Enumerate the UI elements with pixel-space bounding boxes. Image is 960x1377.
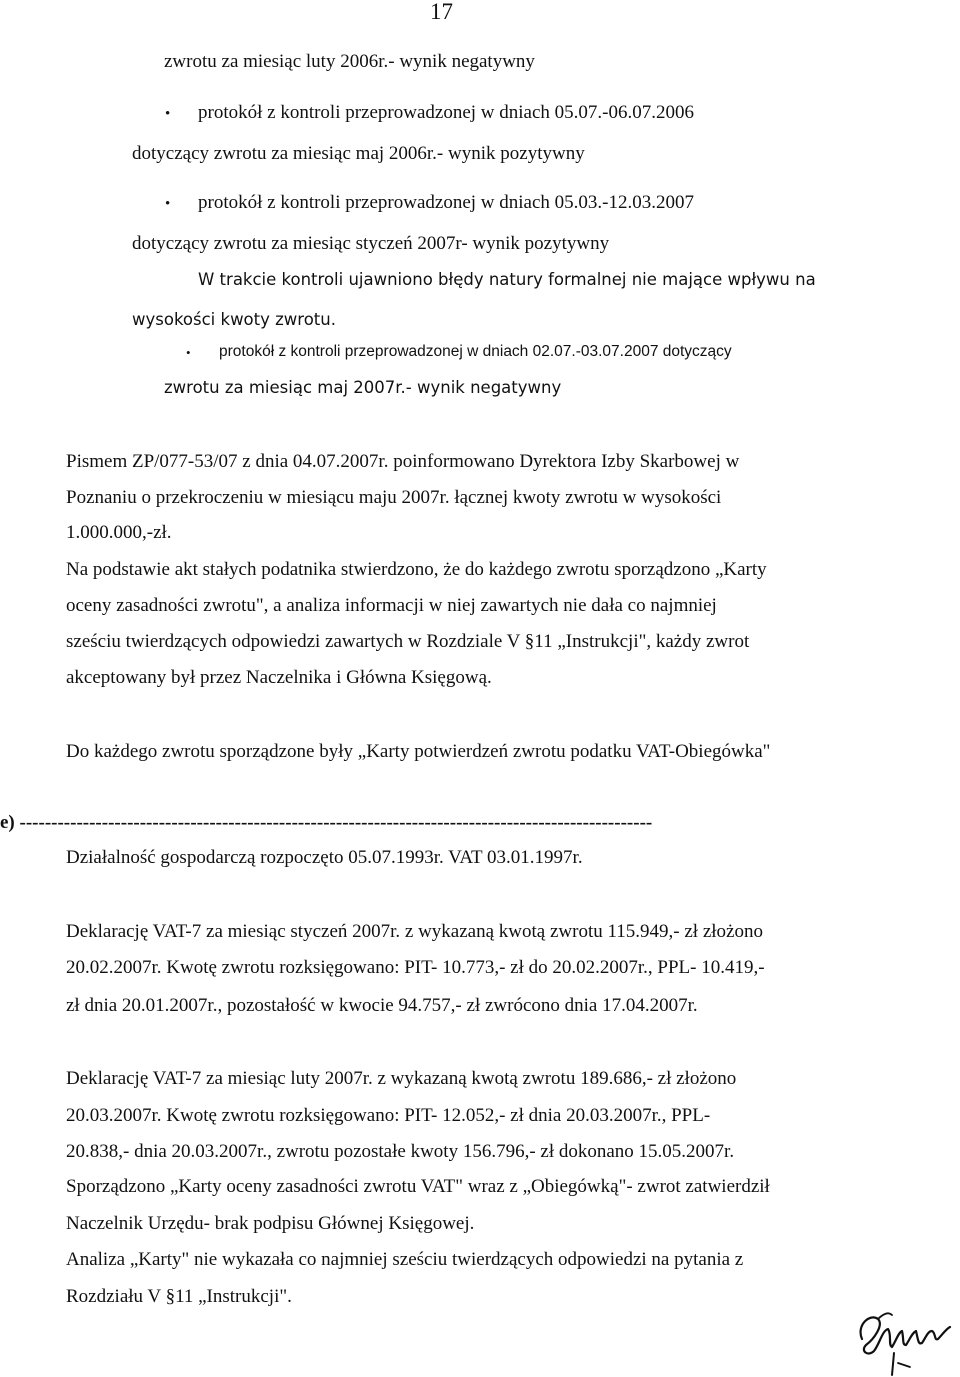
- text-line: 1.000.000,-zł.: [66, 522, 172, 543]
- text-line: Do każdego zwrotu sporządzone były „Karty potwierdzeń zwrotu podatku VAT-Obiegówka": [66, 741, 771, 762]
- text-line: 20.02.2007r. Kwotę zwrotu rozksięgowano: PIT- 10.773,- zł do 20.02.2007r., PPL- 10.419,-: [66, 957, 765, 978]
- bullet-icon: •: [186, 345, 191, 360]
- bullet-icon: •: [165, 196, 171, 212]
- text-line: 20.03.2007r. Kwotę zwrotu rozksięgowano: PIT- 12.052,- zł dnia 20.03.2007r., PPL-: [66, 1105, 711, 1126]
- text-line: oceny zasadności zwrotu", a analiza informacji w niej zawartych nie dała co najmniej: [66, 595, 717, 616]
- text-line: Analiza „Karty" nie wykazała co najmniej sześciu twierdzących odpowiedzi na pytania z: [66, 1249, 744, 1270]
- text-line: zwrotu za miesiąc luty 2006r.- wynik negatywny: [164, 51, 535, 72]
- text-line: wysokości kwoty zwrotu.: [132, 310, 336, 329]
- text-line: protokół z kontroli przeprowadzonej w dniach 05.03.-12.03.2007: [198, 192, 694, 213]
- text-line: dotyczący zwrotu za miesiąc maj 2006r.- wynik pozytywny: [132, 143, 585, 164]
- text-line: Naczelnik Urzędu- brak podpisu Głównej Księgowej.: [66, 1213, 475, 1234]
- text-line: sześciu twierdzących odpowiedzi zawartych w Rozdziale V §11 „Instrukcji", każdy zwrot: [66, 631, 750, 652]
- text-line: protokół z kontroli przeprowadzonej w dniach 05.07.-06.07.2006: [198, 102, 694, 123]
- page-number: 17: [430, 0, 453, 24]
- text-line: Działalność gospodarczą rozpoczęto 05.07.1993r. VAT 03.01.1997r.: [66, 847, 583, 868]
- text-line: Sporządzono „Karty oceny zasadności zwrotu VAT" wraz z „Obiegówką"- zwrot zatwierdził: [66, 1176, 770, 1197]
- text-line: Deklarację VAT-7 za miesiąc luty 2007r. z wykazaną kwotą zwrotu 189.686,- zł złożono: [66, 1068, 737, 1089]
- text-line: zł dnia 20.01.2007r., pozostałość w kwocie 94.757,- zł zwrócono dnia 17.04.2007r.: [66, 995, 698, 1016]
- text-line: Rozdziału V §11 „Instrukcji".: [66, 1286, 292, 1307]
- text-line: Deklarację VAT-7 za miesiąc styczeń 2007r. z wykazaną kwotą zwrotu 115.949,- zł złożono: [66, 921, 763, 942]
- text-line: protokół z kontroli przeprowadzonej w dniach 02.07.-03.07.2007 dotyczący: [219, 343, 732, 360]
- section-heading: e) ----------------------------------------------------------------------------------------------------: [0, 812, 653, 833]
- text-line: Na podstawie akt stałych podatnika stwierdzono, że do każdego zwrotu sporządzono „Karty: [66, 559, 767, 580]
- text-line: akceptowany był przez Naczelnika i Główna Księgową.: [66, 667, 492, 688]
- text-line: dotyczący zwrotu za miesiąc styczeń 2007r- wynik pozytywny: [132, 233, 610, 254]
- text-line: Pismem ZP/077-53/07 z dnia 04.07.2007r. poinformowano Dyrektora Izby Skarbowej w: [66, 451, 740, 472]
- text-line: zwrotu za miesiąc maj 2007r.- wynik negatywny: [164, 378, 562, 397]
- bullet-icon: •: [165, 106, 171, 122]
- signature-image: [848, 1305, 956, 1377]
- text-line: W trakcie kontroli ujawniono błędy natury formalnej nie mające wpływu na: [198, 270, 816, 289]
- text-line: 20.838,- dnia 20.03.2007r., zwrotu pozostałe kwoty 156.796,- zł dokonano 15.05.2007r.: [66, 1141, 735, 1162]
- text-line: Poznaniu o przekroczeniu w miesiącu maju 2007r. łącznej kwoty zwrotu w wysokości: [66, 487, 722, 508]
